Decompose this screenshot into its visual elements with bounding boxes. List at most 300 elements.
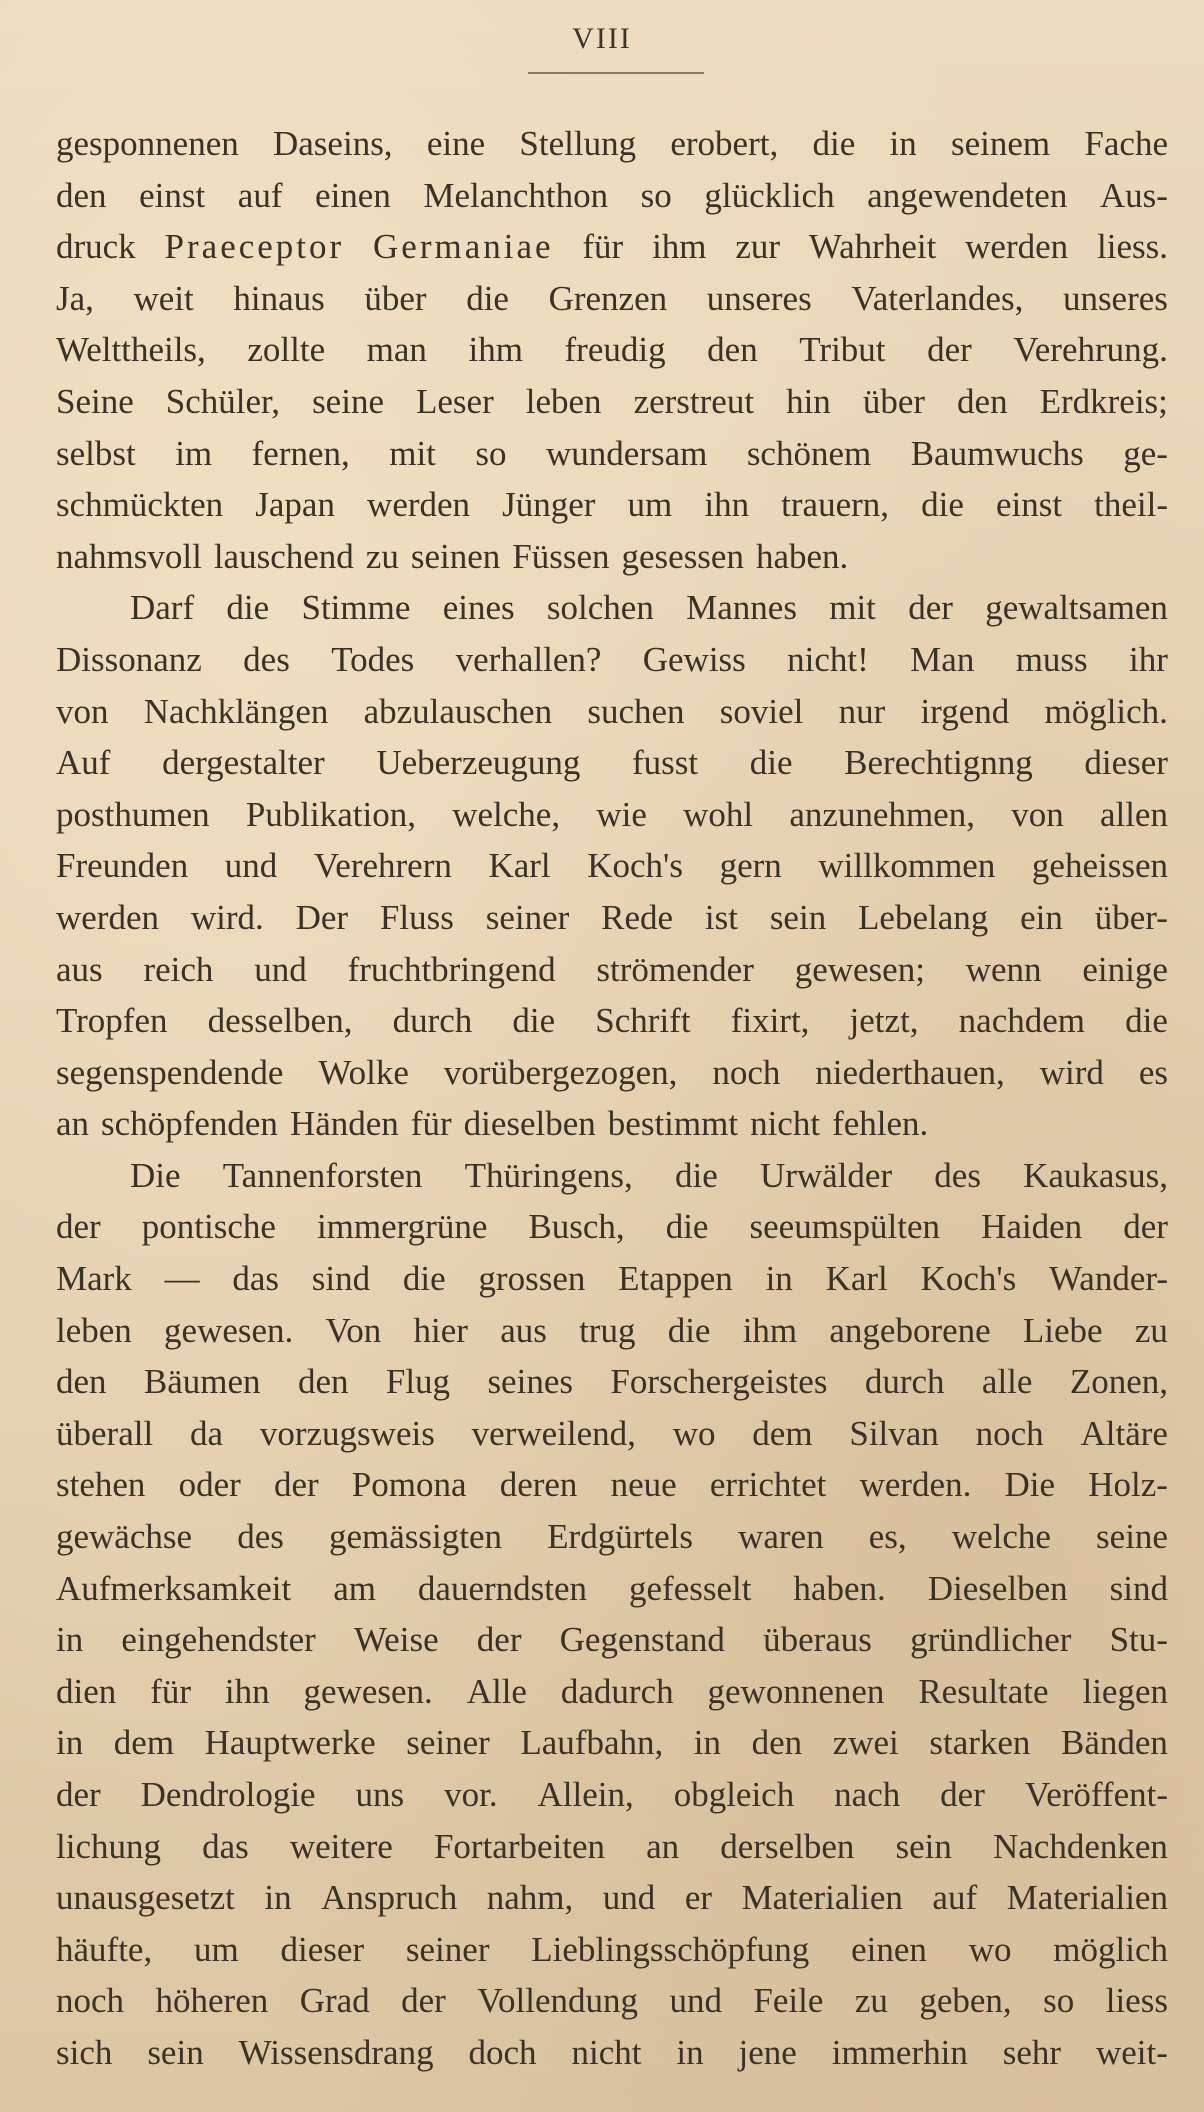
word: Nachdenken	[993, 1826, 1168, 1866]
word: verweilend,	[471, 1413, 636, 1453]
word: im	[175, 433, 213, 473]
word: Schüler,	[165, 381, 281, 421]
word: und	[254, 949, 307, 989]
text-line	[56, 634, 1168, 686]
word: Stellung	[519, 124, 637, 163]
word: ihr	[1129, 639, 1168, 679]
word: Forschergeistes	[610, 1362, 828, 1402]
word: dien	[56, 1671, 117, 1711]
word: freudig	[564, 330, 666, 370]
word: weitere	[289, 1826, 393, 1866]
word: Liebe	[1022, 1310, 1103, 1350]
word: erobert,	[670, 124, 779, 163]
word: sein	[147, 2032, 204, 2072]
word: mit	[829, 588, 876, 628]
word: seeumspülten	[749, 1207, 941, 1247]
word: nach	[834, 1775, 901, 1814]
word: gern	[719, 846, 782, 886]
word: haben.	[793, 1568, 886, 1608]
text-line	[56, 1150, 1168, 1202]
word: Die	[130, 1155, 181, 1195]
word: muss	[1015, 639, 1088, 679]
word: nahmsvoll	[56, 536, 202, 576]
word: Materialien	[741, 1878, 903, 1918]
word: fixirt,	[730, 1001, 810, 1041]
word: von	[56, 691, 109, 731]
word: leben	[56, 1310, 132, 1350]
word: Germaniae	[373, 227, 554, 267]
word: werden	[965, 227, 1069, 267]
word: allen	[1099, 794, 1168, 834]
word: dem	[113, 1723, 175, 1763]
word: Der	[295, 897, 349, 937]
text-line	[56, 944, 1168, 996]
word: es,	[868, 1517, 907, 1557]
word: ihn	[704, 485, 750, 525]
word: wie	[596, 794, 647, 834]
word: trauern,	[781, 485, 890, 525]
word: gefesselt	[629, 1568, 752, 1608]
word: Bänden	[1060, 1723, 1168, 1763]
word: ist	[704, 897, 738, 937]
word: Baumwuchs	[910, 433, 1084, 473]
text-line	[56, 324, 1168, 376]
word: wird.	[190, 897, 264, 937]
word: unseres	[1062, 278, 1168, 318]
word: nicht!	[787, 639, 869, 679]
word: dadurch	[560, 1671, 674, 1711]
word: Gegenstand	[559, 1620, 725, 1660]
word: Man	[910, 639, 975, 679]
word: theil-	[1094, 485, 1168, 525]
word: in	[56, 1620, 84, 1660]
word: liegen	[1082, 1671, 1168, 1711]
text-line	[56, 892, 1168, 944]
text-line	[56, 2027, 1168, 2079]
word: Melanchthon	[423, 175, 609, 215]
text-line	[56, 1201, 1168, 1253]
word: Busch,	[528, 1207, 625, 1247]
word: Haiden	[981, 1207, 1083, 1247]
word: um	[194, 1929, 239, 1969]
word: Mark	[56, 1259, 132, 1299]
word: posthumen	[56, 794, 210, 834]
word: die	[665, 1207, 709, 1247]
word: geben,	[919, 1981, 1012, 2021]
word: für	[410, 1104, 452, 1144]
word: Holz-	[1088, 1465, 1168, 1505]
word: unausgesetzt	[56, 1878, 235, 1918]
word: Daseins,	[273, 124, 393, 163]
word: zu	[365, 536, 399, 576]
word: verhallen?	[455, 639, 602, 679]
word: häufte,	[56, 1929, 153, 1969]
word: hinaus	[233, 278, 325, 318]
word: Grenzen	[548, 278, 668, 318]
text-line	[56, 1717, 1168, 1769]
word: das	[232, 1259, 279, 1299]
word: Grad	[299, 1981, 370, 2021]
word: die	[1125, 1001, 1168, 1041]
word: vorübergezogen,	[443, 1052, 678, 1092]
word: solchen	[546, 588, 654, 628]
word: man	[366, 330, 427, 370]
word: ge-	[1123, 433, 1168, 473]
word: Koch's	[587, 846, 683, 886]
word: werden	[367, 485, 471, 525]
body-text	[56, 118, 1168, 2079]
word: Gewiss	[642, 639, 746, 679]
word: schönem	[746, 433, 872, 473]
word: Wolke	[318, 1052, 409, 1092]
word: der	[476, 1620, 522, 1660]
word: in	[264, 1878, 292, 1918]
text-line	[56, 170, 1168, 222]
word: trug	[579, 1310, 636, 1350]
text-line	[56, 273, 1168, 325]
text-line	[56, 118, 1168, 170]
word: Von	[325, 1310, 382, 1350]
word: der	[56, 1207, 101, 1247]
word: Ueberzeugung	[376, 743, 581, 783]
word: wo	[968, 1929, 1012, 1969]
word: grossen	[478, 1259, 586, 1299]
word: ihm	[742, 1310, 798, 1350]
word: suchen	[587, 691, 685, 731]
word: Pomona	[351, 1465, 467, 1505]
word: zwei	[832, 1723, 899, 1763]
text-line	[56, 789, 1168, 841]
word: Allein,	[537, 1775, 634, 1814]
text-line	[56, 686, 1168, 738]
word: Schrift	[595, 1001, 691, 1041]
word: noch	[56, 1981, 125, 2021]
word: Lieblingsschöpfung	[531, 1929, 810, 1969]
word: Altäre	[1080, 1413, 1168, 1453]
word: Auf	[56, 743, 111, 783]
word: Fortarbeiten	[433, 1826, 606, 1866]
word: so	[475, 433, 507, 473]
word: für	[150, 1671, 191, 1711]
text-line	[56, 1975, 1168, 2027]
word: Thüringens,	[464, 1155, 633, 1195]
word: höheren	[155, 1981, 269, 2021]
text-line	[56, 376, 1168, 428]
word: der	[56, 1775, 101, 1814]
word: da	[190, 1413, 224, 1453]
text-line	[56, 1459, 1168, 1511]
word: auf	[932, 1878, 978, 1918]
word: Dendrologie	[140, 1775, 316, 1814]
word: nur	[838, 691, 886, 731]
word: seiner	[406, 1723, 490, 1763]
word: schöpfenden	[101, 1104, 278, 1144]
word: die	[667, 1310, 711, 1350]
word: irgend	[920, 691, 1010, 731]
word: die	[749, 743, 793, 783]
word: der	[908, 588, 953, 628]
word: den	[297, 1362, 349, 1402]
word: Materialien	[1006, 1878, 1168, 1918]
word: in	[56, 1723, 84, 1763]
text-line	[56, 1872, 1168, 1924]
word: gemässigten	[328, 1517, 503, 1557]
word: Tannenforsten	[222, 1155, 423, 1195]
word: den	[707, 330, 758, 370]
text-line	[56, 428, 1168, 480]
word: lichung	[56, 1826, 161, 1866]
word: von	[1011, 794, 1064, 834]
word: an	[646, 1826, 680, 1866]
word: Aus-	[1099, 175, 1168, 215]
word: Anspruch	[321, 1878, 458, 1918]
word: durch	[392, 1001, 473, 1041]
word: gewesen.	[164, 1310, 294, 1350]
word: aus	[56, 949, 103, 989]
word: in	[765, 1259, 793, 1299]
text-line	[56, 1408, 1168, 1460]
word: pontische	[141, 1207, 276, 1247]
word: doch	[468, 2032, 537, 2072]
word: Veröffent-	[1024, 1775, 1168, 1814]
text-line	[56, 1511, 1168, 1563]
word: Wander-	[1049, 1259, 1168, 1299]
text-line	[56, 1666, 1168, 1718]
word: sind	[1109, 1568, 1168, 1608]
word: Berechtignng	[844, 743, 1033, 783]
word: liess	[1105, 1981, 1168, 2021]
word: wundersam	[545, 433, 708, 473]
word: immerhin	[831, 2032, 968, 2072]
word: jene	[738, 2032, 797, 2072]
word: zerstreut	[633, 381, 755, 421]
text-line	[56, 840, 1168, 892]
word: sein	[895, 1826, 952, 1866]
word: die	[674, 1155, 718, 1195]
word: Bäumen	[143, 1362, 261, 1402]
word: dieser	[1084, 743, 1168, 783]
word: die	[921, 485, 964, 525]
word: geheissen	[1031, 846, 1168, 886]
word: so	[1043, 1981, 1075, 2021]
word: des	[934, 1155, 981, 1195]
word: dem	[752, 1413, 813, 1453]
word: der	[273, 1465, 319, 1505]
word: Koch's	[920, 1259, 1017, 1299]
word: selbst	[56, 433, 136, 473]
word: zu	[854, 1981, 888, 2021]
word: der	[940, 1775, 985, 1814]
word: immergrüne	[316, 1207, 488, 1247]
word: möglich.	[1044, 691, 1168, 731]
word: stehen	[56, 1465, 146, 1505]
word: möglich	[1053, 1929, 1168, 1969]
word: glücklich	[704, 175, 835, 215]
word: gewesen.	[303, 1671, 433, 1711]
word: Urwälder	[759, 1155, 893, 1195]
word: oder	[178, 1465, 241, 1505]
word: fehlen.	[832, 1104, 929, 1144]
word: dauerndsten	[417, 1568, 588, 1608]
word: mit	[389, 433, 436, 473]
word: nahm,	[486, 1878, 574, 1918]
word: vorzugsweis	[259, 1413, 435, 1453]
word: die	[812, 124, 856, 163]
word: einst	[139, 175, 206, 215]
word: bestimmt	[607, 1104, 739, 1144]
word: um	[627, 485, 673, 525]
word: Freunden	[56, 846, 189, 886]
word: einen	[315, 175, 391, 215]
word: Fluss	[379, 897, 454, 937]
word: liess.	[1097, 227, 1168, 267]
word: unseres	[706, 278, 812, 318]
word: fusst	[632, 743, 699, 783]
word: Verehrung.	[1013, 330, 1168, 370]
word: der	[927, 330, 972, 370]
word: dieselben	[463, 1104, 596, 1144]
word: Publikation,	[245, 794, 416, 834]
word: Erdkreis;	[1039, 381, 1168, 421]
word: derselben	[720, 1826, 855, 1866]
word: gesponnenen	[56, 124, 239, 163]
word: seinem	[951, 124, 1051, 163]
word: Aufmerksamkeit	[56, 1568, 292, 1608]
word: obgleich	[673, 1775, 795, 1814]
word: Zonen,	[1069, 1362, 1168, 1402]
word: den	[957, 381, 1008, 421]
word: uns	[355, 1775, 405, 1814]
text-line	[56, 1047, 1168, 1099]
word: lauschend	[213, 536, 354, 576]
word: seiner	[405, 1929, 490, 1969]
word: in	[676, 2032, 704, 2072]
word: Wahrheit	[808, 227, 937, 267]
word: zu	[1134, 1310, 1168, 1350]
word: zollte	[247, 330, 326, 370]
word: Feile	[753, 1981, 824, 2021]
word: Nachklängen	[143, 691, 329, 731]
word: und	[602, 1878, 656, 1918]
word: fruchtbringend	[347, 949, 556, 989]
word: haben.	[755, 536, 849, 576]
text-line	[56, 1098, 1168, 1150]
word: überall	[56, 1413, 154, 1453]
word: durch	[864, 1362, 945, 1402]
word: Mannes	[686, 588, 797, 628]
word: eingehendster	[121, 1620, 316, 1660]
text-line	[56, 995, 1168, 1047]
word: und	[669, 1981, 722, 2021]
word: die	[466, 278, 509, 318]
header-rule	[528, 72, 704, 74]
word: das	[202, 1826, 249, 1866]
word: sich	[56, 2032, 113, 2072]
word: der	[1123, 1207, 1168, 1247]
word: wird	[1039, 1052, 1104, 1092]
word: am	[333, 1568, 376, 1608]
word: gewesen;	[794, 949, 925, 989]
word: den	[56, 1362, 107, 1402]
word: einst	[995, 485, 1063, 525]
word: einige	[1082, 949, 1168, 989]
word: den	[56, 175, 107, 215]
word: Karl	[825, 1259, 888, 1299]
word: vor.	[444, 1775, 498, 1814]
word: Stimme	[301, 588, 411, 628]
word: werden	[56, 897, 160, 937]
word: Vollendung	[477, 1981, 639, 2021]
word: gründlicher	[910, 1620, 1072, 1660]
word: Hauptwerke	[204, 1723, 376, 1763]
word: auf	[237, 175, 283, 215]
word: Flug	[385, 1362, 451, 1402]
word: aus	[500, 1310, 547, 1350]
text-line	[56, 531, 1168, 583]
word: sind	[311, 1259, 371, 1299]
word: nachdem	[958, 1001, 1085, 1041]
word: leben	[525, 381, 602, 421]
text-line	[56, 1253, 1168, 1305]
word: der	[401, 1981, 446, 2021]
word: starken	[929, 1723, 1031, 1763]
word: hin	[786, 381, 831, 421]
word: niederthauen,	[815, 1052, 1005, 1092]
word: den	[751, 1723, 803, 1763]
text-line	[56, 1305, 1168, 1357]
word: welche,	[452, 794, 561, 834]
word: noch	[975, 1413, 1044, 1453]
word: desselben,	[207, 1001, 353, 1041]
word: ihm	[468, 330, 523, 370]
word: waren	[738, 1517, 824, 1557]
word: neue	[610, 1465, 677, 1505]
word: Kaukasus,	[1023, 1155, 1168, 1195]
word: die	[226, 588, 270, 628]
word: an	[56, 1104, 90, 1144]
word: schmückten	[56, 485, 224, 525]
word: —	[164, 1259, 200, 1299]
word: angewendeten	[867, 175, 1068, 215]
word: seines	[487, 1362, 573, 1402]
word: Silvan	[849, 1413, 939, 1453]
text-line	[56, 1821, 1168, 1873]
word: Stu-	[1109, 1620, 1168, 1660]
word: Rede	[601, 897, 674, 937]
word: zur	[735, 227, 781, 267]
word: es	[1138, 1052, 1168, 1092]
word: Weise	[353, 1620, 439, 1660]
text-line	[56, 1356, 1168, 1408]
word: Praeceptor	[164, 227, 345, 267]
word: Händen	[289, 1104, 399, 1144]
word: Erdgürtels	[547, 1517, 693, 1557]
word: Vaterlandes,	[851, 278, 1024, 318]
word: abzulauschen	[363, 691, 553, 731]
word: Tropfen	[56, 1001, 168, 1041]
word: hier	[413, 1310, 468, 1350]
word: er	[684, 1878, 713, 1918]
word: noch	[712, 1052, 781, 1092]
page-number: VIII	[572, 22, 632, 55]
word: über-	[1094, 897, 1168, 937]
text-line	[56, 1563, 1168, 1615]
word: Die	[1004, 1465, 1056, 1505]
word: angeborene	[829, 1310, 991, 1350]
word: Dieselben	[927, 1568, 1068, 1608]
word: anzunehmen,	[789, 794, 975, 834]
word: weit-	[1096, 2032, 1168, 2072]
